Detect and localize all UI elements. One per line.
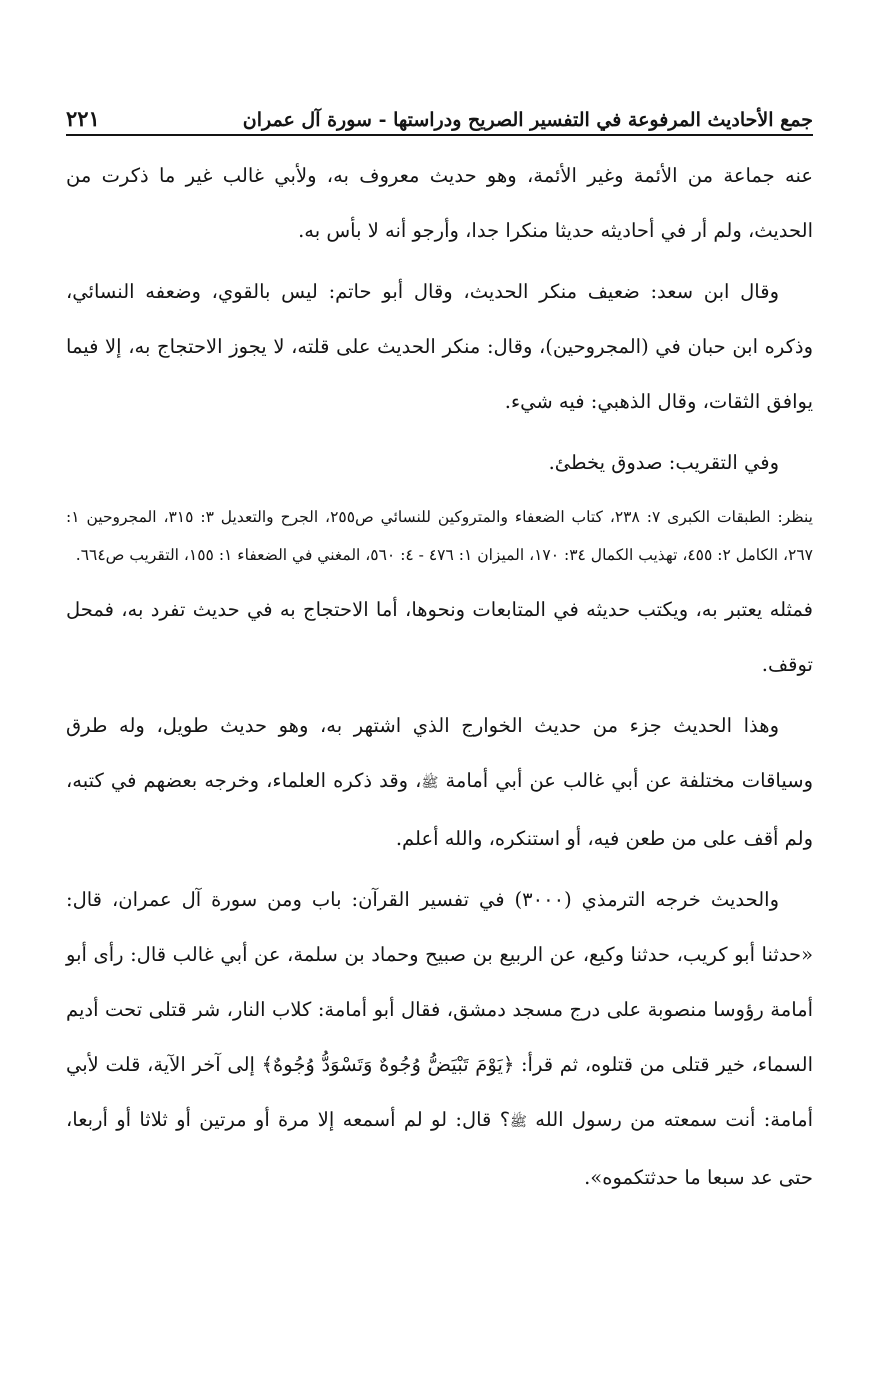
hadith-text-2: إلى آخر الآية، قلت لأبي أمامة: أنت سمعته من رسول الله [66, 1053, 814, 1131]
paragraph-khawarij [66, 698, 813, 866]
hadith-text-3: ؟ قال: لو لم أسمعه إلا مرة أو مرتين أو ثلاثا أو أربعا، حتى عد سبعا ما حدثتكموه». [66, 1108, 813, 1189]
umama-text-before: وهذا الحديث جزء من حديث الخوارج الذي اشتهر به، وهو حديث طويل، وله طرق وسياقات مختلفة عن أبي غالب عن أبي أمامة [66, 714, 813, 792]
paragraph-tirmidhi-hadith [66, 872, 813, 1205]
references-note: ينظر: الطبقات الكبرى ٧: ٢٣٨، كتاب الضعفاء والمتروكين للنسائي ص٢٥٥، الجرح والتعديل ٣: ٣١٥، المجروحين ١: ٢٦٧، الكامل ٢: ٤٥٥، تهذيب الكمال ٣٤: ١٧٠، الميزان ١: ٤٧٦ - ٤: ٥٦٠، المغني في الضعفاء ١: ١٥٥، التقريب ص٦٦٤. [66, 508, 813, 564]
honorific-symbol: ﷺ [421, 775, 439, 791]
paragraph-conclusion: فمثله يعتبر به، ويكتب حديثه في المتابعات ونحوها، أما الاحتجاج به في حديث تفرد به، فمحل توقف. [66, 598, 813, 676]
page-number: ٢٢١ [66, 106, 100, 131]
hadith-text-1: والحديث خرجه الترمذي (٣٠٠٠) في تفسير القرآن: باب ومن سورة آل عمران، قال: «حدثنا أبو كريب، حدثنا وكيع، عن الربيع بن صبيح وحماد بن سلمة، عن أبي غالب قال: رأى أبو أمامة رؤوسا منصوبة على درج مسجد دمشق، فقال أبو أمامة: كلاب النار، شر قتلى تحت أديم السماء، خير قتلى من قتلوه، ثم قرأ: [66, 888, 813, 1076]
paragraph-continuation: عنه جماعة من الأئمة وغير الأئمة، وهو حديث معروف به، ولأبي غالب غير ما ذكرت من الحديث، ولم أر في أحاديثه حديثا منكرا جدا، وأرجو أنه لا بأس به. [66, 164, 813, 242]
honorific-symbol: ﷺ [510, 1114, 527, 1130]
page-header [66, 102, 813, 136]
quran-verse: ﴿يَوْمَ تَبْيَضُّ وُجُوهٌ وَتَسْوَدُّ وُجُوهٌ﴾ [261, 1053, 515, 1076]
paragraph-narrator-grading: وقال ابن سعد: ضعيف منكر الحديث، وقال أبو حاتم: ليس بالقوي، وضعفه النسائي، وذكره ابن حبان في (المجروحين)، وقال: منكر الحديث على قلته، لا يجوز الاحتجاج به، إلا فيما يوافق الثقات، وقال الذهبي: فيه شيء. [66, 280, 813, 413]
paragraph-taqrib: وفي التقريب: صدوق يخطئ. [548, 451, 779, 474]
umama-text-after: ، وقد ذكره العلماء، وخرجه بعضهم في كتبه، ولم أقف على من طعن فيه، أو استنكره، والله أعلم. [66, 769, 813, 850]
page-body [66, 148, 813, 1205]
running-title: جمع الأحاديث المرفوعة في التفسير الصريح ودراستها - سورة آل عمران [242, 109, 813, 131]
